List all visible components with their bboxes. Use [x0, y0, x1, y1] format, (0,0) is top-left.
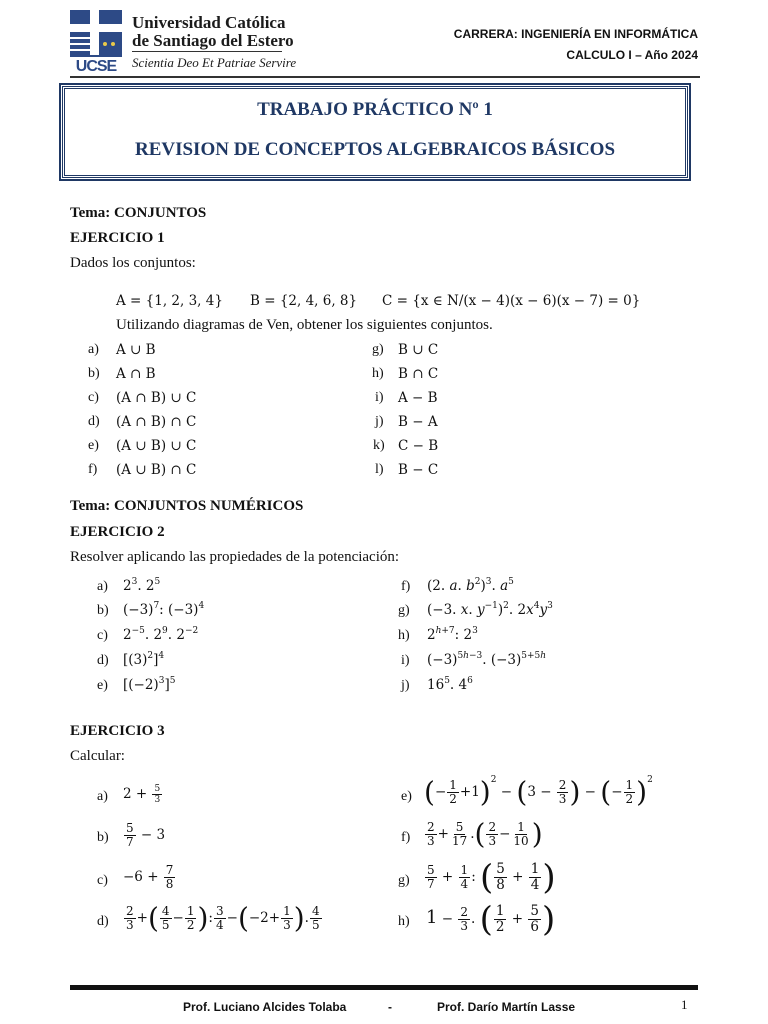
item-label: l) [375, 462, 384, 477]
page-number: 1 [681, 997, 688, 1012]
item-label: j) [375, 414, 384, 429]
course-info [454, 24, 698, 66]
topic-number-sets: Tema: CONJUNTOS NUMÉRICOS [70, 498, 304, 514]
set-expression: B − C [398, 462, 439, 478]
fraction-expression-h: 1 − $\frac{2}{3}$ . ( $\frac{1}{2}$ + $\frac{5}{6}$ ) [426, 899, 556, 940]
item-label: f) [401, 830, 411, 845]
exercise-1-title: EJERCICIO 1 [70, 230, 165, 246]
item-label: c) [88, 390, 99, 405]
fraction-expression-f: $\frac{2}{3}$ + $\frac{5}{17}$ .( $\frac{2}{3}$ − $\frac{1}{10}$ ) [427, 817, 543, 851]
topic-sets: Tema: CONJUNTOS [70, 205, 207, 221]
fraction-expression-e: (− $\frac{1}{2}$ +1)$^2$ − (3 − $\frac{2}{3}$ ) − (− $\frac{1}{2}$ )$^2$ [424, 775, 653, 809]
career-label: CARRERA: INGENIERÍA EN INFORMÁTICA [453, 27, 698, 41]
item-label: i) [401, 653, 410, 668]
footer-professor-1: Prof. Luciano Alcides Tolaba [183, 1000, 347, 1014]
item-label: c) [97, 873, 108, 888]
fraction-expression-c: −6 + $\frac{7}{8}$ [123, 863, 174, 891]
item-label: d) [97, 653, 109, 668]
set-expression: C − B [398, 438, 439, 454]
item-label: a) [97, 579, 108, 594]
set-expression: (A ∩ B) ∩ C [116, 414, 197, 430]
exercise-1-intro: Dados los conjuntos: [70, 255, 196, 271]
set-expression: B − A [398, 414, 438, 430]
power-expression-g: (−3. x. $y^{-1})^2$. $2x^4y^3$ [427, 601, 553, 618]
course-label: CALCULO I – Año 2024 [566, 48, 698, 62]
exercise-1-instruction: Utilizando diagramas de Ven, obtener los siguientes conjuntos. [116, 317, 493, 333]
power-expression-j: $16^5$. $4^6$ [427, 676, 473, 693]
item-label: h) [398, 628, 410, 643]
exercise-3-intro: Calcular: [70, 748, 125, 764]
power-expression-c: $2^{-5}$. $2^9$. $2^{-2}$ [123, 626, 199, 643]
item-label: e) [88, 438, 99, 453]
item-label: c) [97, 628, 108, 643]
item-label: h) [398, 914, 410, 929]
item-label: d) [97, 914, 109, 929]
set-expression: (A ∪ B) ∪ C [116, 438, 197, 454]
power-expression-i: $(-3)^{5h-3}$. $(-3)^{5+5h}$ [427, 651, 547, 668]
item-label: d) [88, 414, 100, 429]
document-subtitle: REVISION DE CONCEPTOS ALGEBRAICOS BÁSICOS [134, 139, 616, 160]
set-expression: B ∩ C [398, 366, 439, 382]
title-box [62, 86, 688, 178]
power-expression-h: $2^{h+7}$: $2^3$ [427, 626, 478, 643]
set-expression: (A ∪ B) ∩ C [116, 462, 197, 478]
power-expression-e: $[(-2)^3]^5$ [123, 676, 176, 693]
university-motto: Scientia Deo Et Patriae Servire [132, 55, 297, 70]
header-divider [70, 76, 700, 78]
fraction-expression-d: $\frac{2}{3}$ +( $\frac{4}{5}$ − $\frac{1}{2}$ ): $\frac{3}{4}$ −(−2+ $\frac{1}{3}$ ). $\frac{4}{5}$ [126, 901, 320, 935]
item-label: a) [88, 342, 99, 357]
item-label: f) [88, 462, 98, 477]
motto-divider [132, 51, 282, 52]
item-label: i) [375, 390, 384, 405]
item-label: g) [398, 873, 410, 888]
item-label: e) [401, 789, 412, 804]
set-expression: A ∩ B [116, 366, 156, 382]
item-label: b) [88, 366, 100, 381]
item-label: b) [97, 603, 109, 618]
item-label: e) [97, 678, 108, 693]
university-name: Universidad Católica de Santiago del Estero [132, 13, 294, 50]
set-c: C = {x ∈ N/(x − 4)(x − 6)(x − 7) = 0} [382, 293, 641, 309]
item-label: a) [97, 789, 108, 804]
set-b: B = {2, 4, 6, 8} [250, 293, 358, 309]
set-expression: B ∪ C [398, 342, 439, 358]
exercise-3-title: EJERCICIO 3 [70, 723, 165, 739]
exercise-2-title: EJERCICIO 2 [70, 524, 165, 540]
item-label: h) [372, 366, 384, 381]
power-expression-d: $[(3)^2]^4$ [123, 651, 165, 668]
item-label: g) [398, 603, 410, 618]
document-title: TRABAJO PRÁCTICO Nº 1 [257, 99, 493, 120]
power-expression-a: $2^3$. $2^5$ [123, 577, 161, 594]
exercise-2-intro: Resolver aplicando las propiedades de la potenciación: [70, 549, 400, 565]
set-expression: (A ∩ B) ∪ C [116, 390, 197, 406]
fraction-expression-a: 2 + $\frac{5}{3}$ [123, 784, 161, 805]
logo-text: UCSE [70, 56, 122, 76]
item-label: k) [373, 438, 385, 453]
set-expression: A ∪ B [116, 342, 156, 358]
footer-professor-2: Prof. Darío Martín Lasse [437, 1000, 576, 1014]
set-a: A = {1, 2, 3, 4} [116, 293, 223, 309]
set-expression: A − B [398, 390, 438, 406]
university-logo [70, 10, 122, 76]
item-label: b) [97, 830, 109, 845]
power-expression-f: (2. a. $b^2)^3$. $a^5$ [427, 577, 514, 594]
power-expression-b: $(-3)^7$: $(-3)^4$ [123, 601, 205, 618]
footer-divider [70, 985, 698, 990]
fraction-expression-g: $\frac{5}{7}$ + $\frac{1}{4}$ : ( $\frac{5}{8}$ + $\frac{1}{4}$ ) [427, 857, 556, 898]
footer-separator: - [388, 1000, 392, 1014]
item-label: f) [401, 579, 411, 594]
item-label: j) [401, 678, 410, 693]
item-label: g) [372, 342, 384, 357]
fraction-expression-b: $\frac{5}{7}$ − 3 [126, 821, 166, 849]
